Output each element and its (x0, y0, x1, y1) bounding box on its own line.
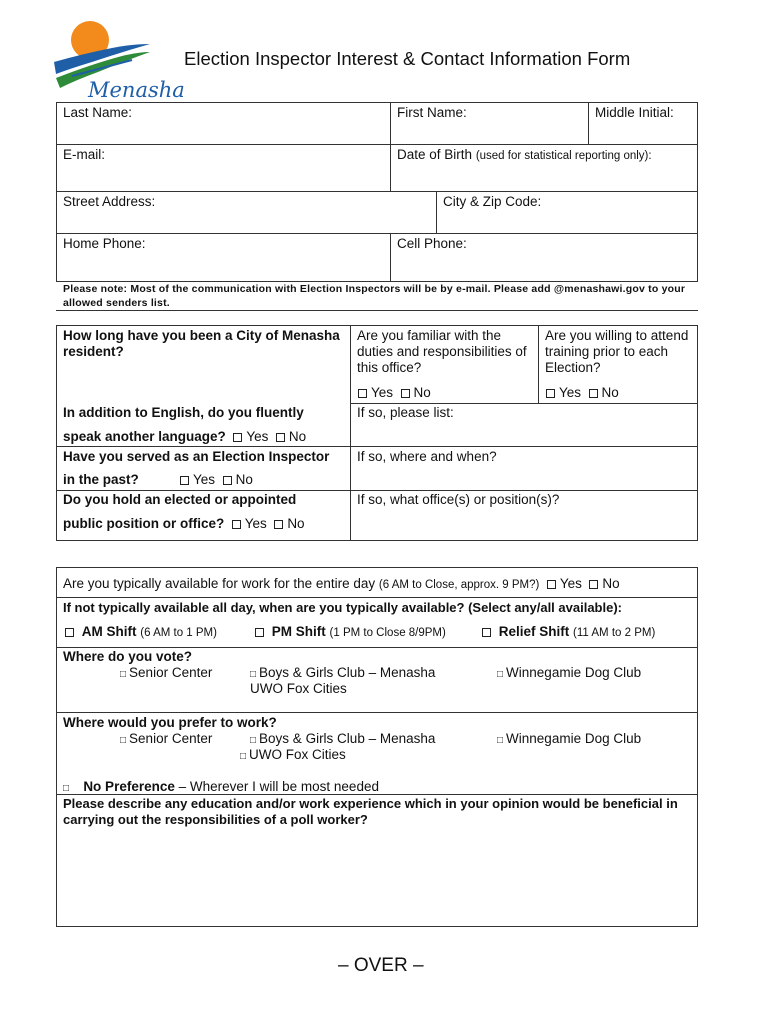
vote-senior-checkbox[interactable]: □ (120, 669, 127, 680)
pm-shift-note: (1 PM to Close 8/9PM) (329, 627, 446, 639)
experience-answer-area[interactable] (60, 836, 694, 922)
served-question-line2 (63, 472, 253, 487)
no-preference-option[interactable] (63, 779, 379, 794)
no-preference-label: No Preference (83, 779, 175, 794)
resident-question: How long have you been a City of Menasha resident? (63, 328, 340, 359)
vote-senior-option[interactable] (120, 665, 212, 680)
over-indicator: – OVER – (338, 955, 424, 976)
prefer-boys-girls-label: Boys & Girls Club – Menasha (259, 731, 436, 746)
pm-shift-option[interactable] (255, 624, 446, 639)
familiar-yes-checkbox[interactable] (358, 389, 367, 398)
vote-boys-girls-option[interactable] (250, 665, 435, 680)
prefer-boys-girls-checkbox[interactable]: □ (250, 735, 257, 746)
prefer-boys-girls-option[interactable] (250, 731, 435, 746)
familiar-no-checkbox[interactable] (401, 389, 410, 398)
email-field[interactable]: E-mail: (63, 147, 106, 162)
prefer-dog-club-label: Winnegamie Dog Club (506, 731, 642, 746)
entire-day-question (63, 576, 620, 591)
english-question-line1: In addition to English, do you fluently (63, 405, 304, 420)
vote-dog-club-checkbox[interactable]: □ (497, 669, 504, 680)
relief-shift-option[interactable] (482, 624, 655, 639)
served-yes-checkbox[interactable] (180, 476, 189, 485)
last-name-field[interactable]: Last Name: (63, 105, 133, 120)
prefer-uwo-label: UWO Fox Cities (249, 747, 346, 762)
prefer-uwo-option[interactable] (240, 747, 346, 762)
prefer-senior-option[interactable] (120, 731, 212, 746)
elected-question-label: public position or office? (63, 516, 225, 531)
no-preference-note: – Wherever I will be most needed (178, 779, 379, 794)
training-yes-checkbox[interactable] (546, 389, 555, 398)
elected-question-line1: Do you hold an elected or appointed (63, 492, 297, 507)
elected-no-label: No (287, 516, 305, 531)
vote-dog-club-option[interactable] (497, 665, 641, 680)
relief-shift-label: Relief Shift (498, 624, 570, 639)
served-no-label: No (235, 472, 253, 487)
dob-field[interactable] (397, 147, 652, 162)
entire-day-yes-checkbox[interactable] (547, 580, 556, 589)
home-phone-field[interactable]: Home Phone: (63, 236, 146, 251)
familiar-options (358, 385, 431, 400)
prefer-dog-club-option[interactable] (497, 731, 641, 746)
served-yes-label: Yes (193, 472, 216, 487)
logo-wordmark: Menasha (88, 78, 185, 102)
menasha-logo (52, 18, 185, 108)
experience-question: Please describe any education and/or work experience which in your opinion would be beneficial in carrying out the responsibilities of a poll worker? (63, 796, 678, 827)
training-options (546, 385, 619, 400)
english-no-checkbox[interactable] (276, 433, 285, 442)
served-question-line1: Have you served as an Election Inspector (63, 449, 330, 464)
middle-initial-field[interactable]: Middle Initial: (595, 105, 674, 120)
pm-shift-label: PM Shift (271, 624, 326, 639)
prefer-senior-label: Senior Center (129, 731, 213, 746)
contact-info-box (56, 102, 698, 282)
am-shift-checkbox[interactable] (65, 628, 74, 637)
elected-yes-checkbox[interactable] (232, 520, 241, 529)
familiar-no-label: No (413, 385, 431, 400)
dob-note: (used for statistical reporting only): (475, 150, 652, 162)
prefer-uwo-checkbox[interactable]: □ (240, 751, 247, 762)
vote-boys-girls-label: Boys & Girls Club – Menasha (259, 665, 436, 680)
vote-question: Where do you vote? (63, 649, 193, 664)
served-where-field[interactable]: If so, where and when? (357, 449, 497, 464)
familiar-question: Are you familiar with the duties and responsibilities of this office? (357, 328, 527, 375)
relief-shift-note: (11 AM to 2 PM) (573, 627, 656, 639)
city-zip-field[interactable]: City & Zip Code: (443, 194, 542, 209)
prefer-question: Where would you prefer to work? (63, 715, 277, 730)
street-address-field[interactable]: Street Address: (63, 194, 156, 209)
training-yes-label: Yes (559, 385, 582, 400)
vote-dog-club-label: Winnegamie Dog Club (506, 665, 642, 680)
english-question-line2 (63, 429, 306, 444)
am-shift-label: AM Shift (81, 624, 137, 639)
elected-no-checkbox[interactable] (274, 520, 283, 529)
prefer-senior-checkbox[interactable]: □ (120, 735, 127, 746)
vote-senior-label: Senior Center (129, 665, 213, 680)
prefer-dog-club-checkbox[interactable]: □ (497, 735, 504, 746)
elected-question-line2 (63, 516, 305, 531)
served-question-label: in the past? (63, 472, 139, 487)
training-question: Are you willing to attend training prior to each Election? (545, 328, 689, 375)
english-no-label: No (288, 429, 307, 444)
entire-day-note: (6 AM to Close, approx. 9 PM?) (378, 579, 540, 591)
entire-day-yes-label: Yes (559, 576, 582, 591)
familiar-yes-label: Yes (371, 385, 394, 400)
elected-yes-label: Yes (244, 516, 267, 531)
cell-phone-field[interactable]: Cell Phone: (397, 236, 467, 251)
entire-day-no-label: No (602, 576, 620, 591)
email-note: Please note: Most of the communication with Election Inspectors will be by e-mail. Please add @menashawi.gov to your allowed senders list. (63, 283, 686, 309)
first-name-field[interactable]: First Name: (397, 105, 467, 120)
english-yes-checkbox[interactable] (233, 433, 242, 442)
relief-shift-checkbox[interactable] (482, 628, 491, 637)
am-shift-option[interactable] (65, 624, 217, 639)
entire-day-label: Are you typically available for work for the entire day (63, 576, 376, 591)
entire-day-no-checkbox[interactable] (589, 580, 598, 589)
shift-question: If not typically available all day, when are you typically available? (Select any/all available): (63, 600, 622, 615)
no-preference-checkbox[interactable]: □ (63, 783, 70, 794)
training-no-checkbox[interactable] (589, 389, 598, 398)
language-list-field[interactable]: If so, please list: (357, 405, 454, 420)
served-no-checkbox[interactable] (223, 476, 232, 485)
pm-shift-checkbox[interactable] (255, 628, 264, 637)
office-field[interactable]: If so, what office(s) or position(s)? (357, 492, 560, 507)
vote-uwo-label: UWO Fox Cities (250, 681, 347, 696)
english-question-label: speak another language? (63, 429, 226, 444)
dob-label: Date of Birth (397, 147, 473, 162)
am-shift-note: (6 AM to 1 PM) (140, 627, 217, 639)
training-no-label: No (601, 385, 619, 400)
vote-boys-girls-checkbox[interactable]: □ (250, 669, 257, 680)
english-yes-label: Yes (246, 429, 269, 444)
page-title: Election Inspector Interest & Contact Information Form (184, 48, 631, 69)
